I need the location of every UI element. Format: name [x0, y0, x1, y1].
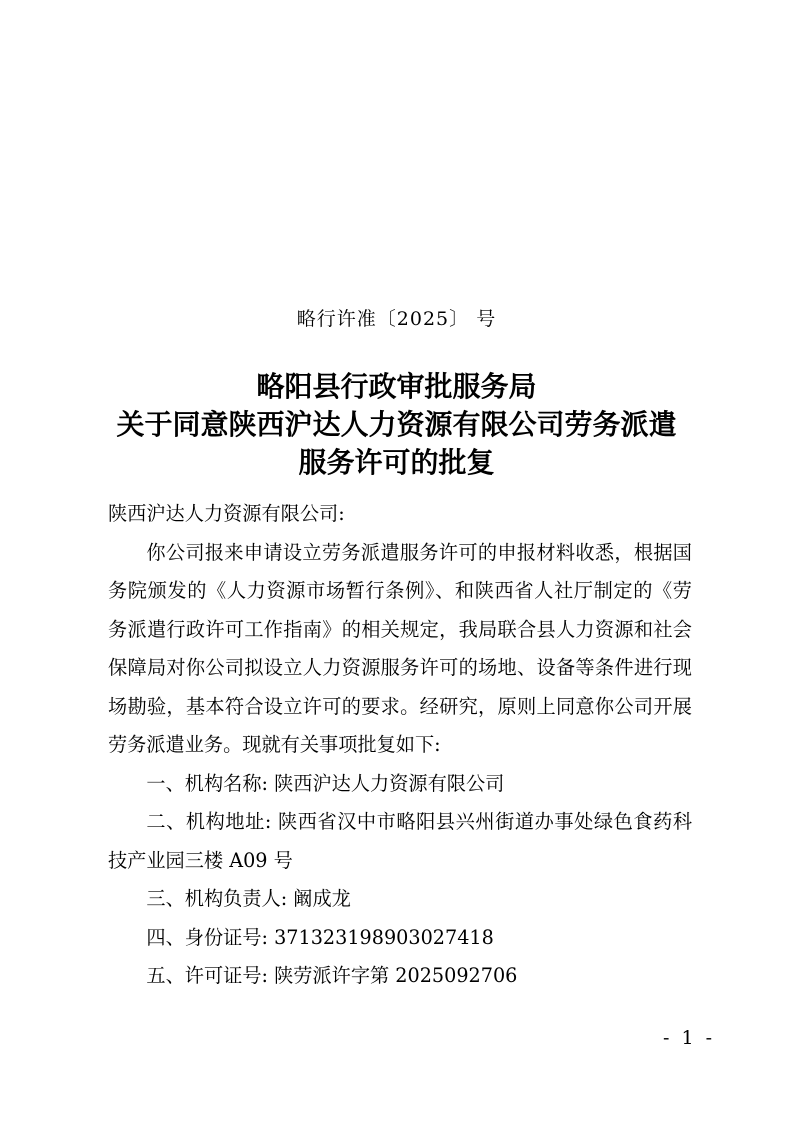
- item-id-number: 四、身份证号: 371323198903027418: [146, 925, 494, 949]
- page-number: - 1 -: [662, 1027, 715, 1049]
- document-number: 略行许准〔2025〕 号: [296, 308, 497, 330]
- item-institution-address: 二、机构地址: 陕西省汉中市略阳县兴州街道办事处绿色食药科技产业园三楼 A09 号: [108, 810, 692, 872]
- salutation: 陕西沪达人力资源有限公司:: [108, 502, 345, 525]
- title-line-3: 服务许可的批复: [298, 446, 495, 479]
- document-body: [108, 495, 692, 996]
- item-license-number: 五、许可证号: 陕劳派许字第 2025092706: [146, 964, 518, 987]
- title-line-2: 关于同意陕西沪达人力资源有限公司劳务派遣: [116, 408, 677, 441]
- item-institution-name: 一、机构名称: 陕西沪达人力资源有限公司: [146, 771, 505, 795]
- document-title: [60, 368, 733, 482]
- title-line-1: 略阳县行政审批服务局: [256, 370, 537, 403]
- item-person-in-charge: 三、机构负责人: 阚成龙: [146, 887, 351, 910]
- body-paragraph: 你公司报来申请设立劳务派遣服务许可的申报材料收悉，根据国务院颁发的《人力资源市场暂行条例》、和陕西省人社厅制定的《劳务派遣行政许可工作指南》的相关规定，我局联合县人力资源和社会保障局对你公司拟设立人力资源服务许可的场地、设备等条件进行现场勘验，基本符合设立许可的要求。经研究，原则上同意你公司开展劳务派遣业务。现就有关事项批复如下:: [108, 540, 692, 756]
